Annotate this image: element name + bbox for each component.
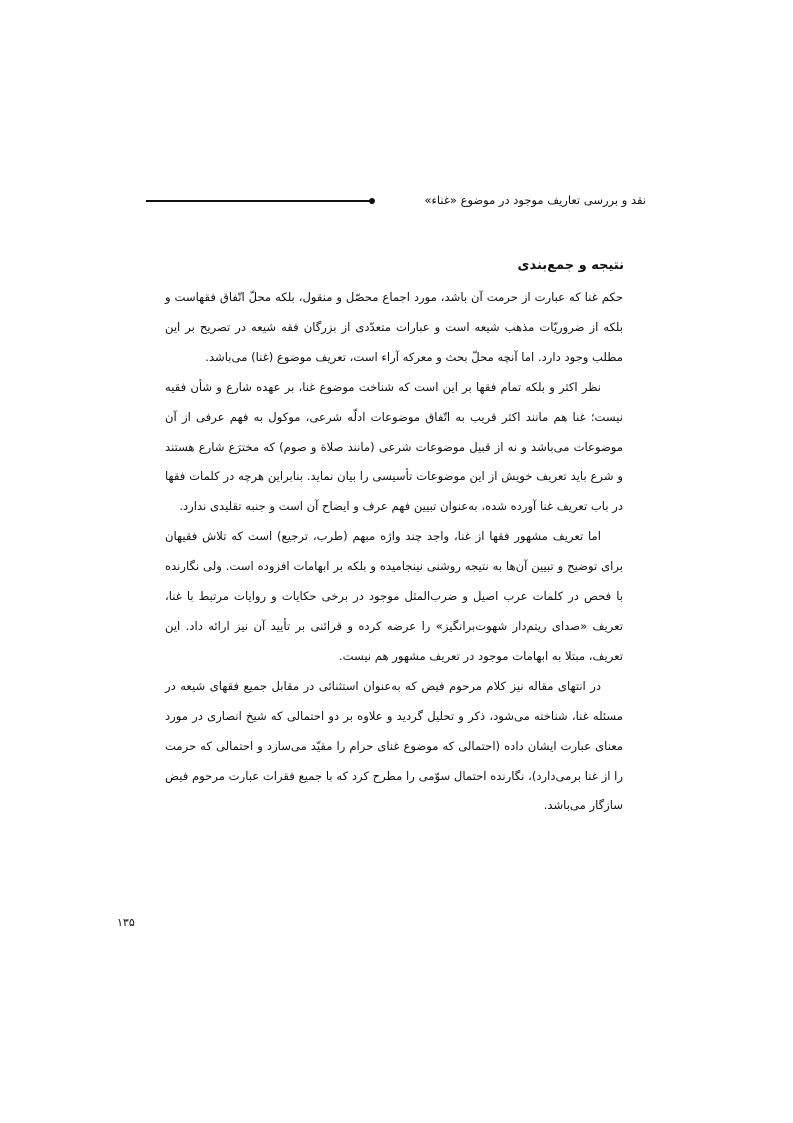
paragraph-4: در انتهای مقاله نیز کلام مرحوم فیض که به‌عنوان استثنائی در مقابل جمیع فقهای شیعه در مسئله غنا، شناخته می‌شود، ذکر و تحلیل گردید و علاوه بر دو احتمالی که شیخ انصاری در مورد معنای عبارت ایشان داده (احتمالی که موضوع غنای حرام را مقیّد می‌سازد و احتمالی که حرمت را از غنا برمی‌دارد)، نگارنده احتمال سوّمی را مطرح کرد که با جمیع فقرات عبارت مرحوم فیض سازگار می‌باشد.	[165, 678, 623, 813]
running-header	[146, 190, 646, 212]
paragraph-1: حکم غنا که عبارت از حرمت آن باشد، مورد اجماع محصّل و منقول، بلکه محلّ اتّفاق فقهاست و بلکه از ضروریّات مذهب شیعه است و عبارات متعدّدی از بزرگان فقه شیعه در تصریح بر این مطلب وجود دارد. اما آنچه محلّ بحث و معرکه آراء است، تعریف موضوع (غنا) می‌باشد.	[165, 290, 623, 364]
body-text	[165, 283, 623, 821]
page-number: ۱۳۵	[117, 916, 135, 929]
running-title: نقد و بررسی تعاریف موجود در موضوع «غناء»	[424, 193, 646, 207]
paragraph-3: اما تعریف مشهور فقها از غنا، واجد چند واژه مبهم (طرب، ترجیع) است که تلاش فقیهان برای توضیح و تبیین آن‌ها به نتیجه روشنی نینجامیده و بلکه بر ابهامات افزوده است. ولی نگارنده با فحص در کلمات عرب اصیل و ضرب‌المثل موجود در برخی حکایات و روایات مرتبط با غنا، تعریف «صدای ریتم‌دار شهوت‌برانگیز» را عرضه کرده و قرائنی بر تأیید آن نیز ارائه داد. این تعریف، مبتلا به ابهامات موجود در تعریف مشهور هم نیست.	[165, 529, 623, 663]
header-rule	[146, 200, 370, 202]
paragraph-2: نظر اکثر و بلکه تمام فقها بر این است که شناخت موضوع غنا، بر عهده شارع و شأن فقیه نیست؛ غنا هم مانند اکثر قریب به اتّفاق موضوعات ادلّه شرعی، موکول به فهم عرفی از آن موضوعات می‌باشد و نه از قبیل موضوعات شرعی (مانند صلاة و صوم) که مخترَع شارع هستند و شرع باید تعریف خویش از این موضوعات تأسیسی را بیان نماید. بنابراین هرچه در کلمات فقها در باب تعریف غنا آورده شده، به‌عنوان تبیین فهم عرف و ایضاح آن است و جنبه تقلیدی ندارد.	[165, 379, 623, 514]
section-heading: نتیجه و جمع‌بندی	[517, 258, 624, 273]
